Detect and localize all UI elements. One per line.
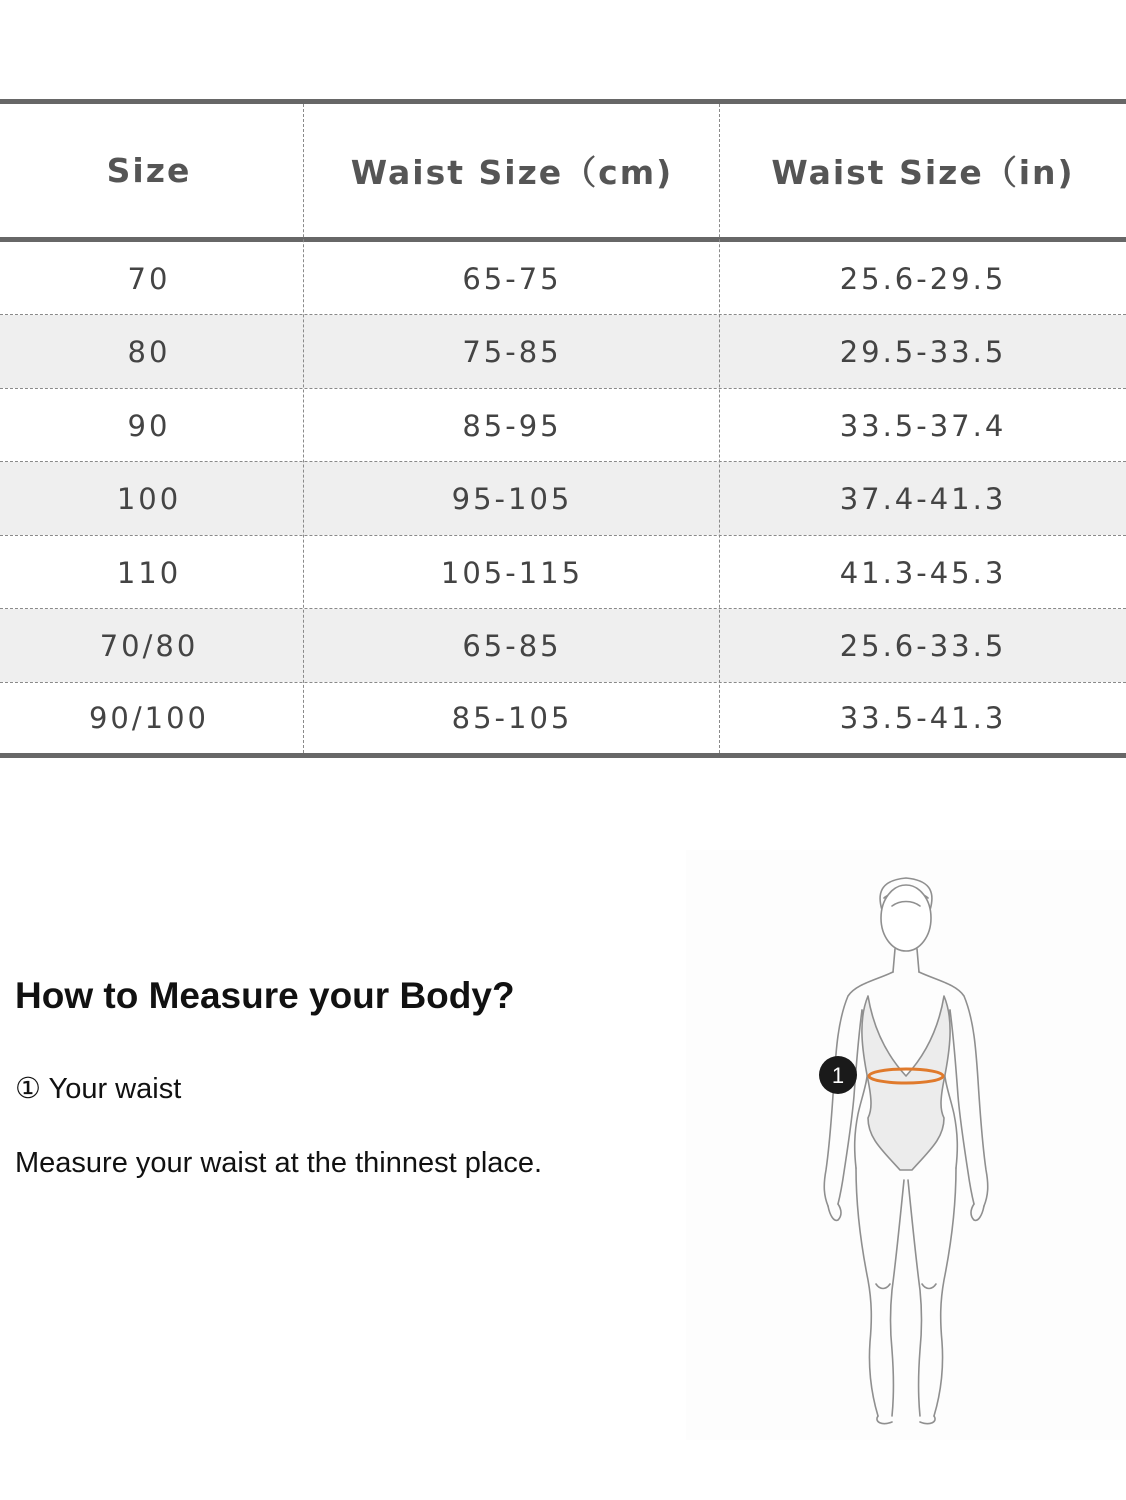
size-cell: 100 <box>116 481 182 516</box>
waist-in-cell: 25.6-33.5 <box>839 628 1007 663</box>
header-waist-in: Waist Size（in) <box>771 153 1075 192</box>
size-cell: 110 <box>116 555 182 590</box>
table-row <box>0 315 1126 388</box>
waist-cm-cell: 65-75 <box>462 261 562 296</box>
body-figure-illustration <box>686 850 1126 1440</box>
table-row <box>0 536 1126 609</box>
column-divider <box>303 104 304 753</box>
header-size: Size <box>106 151 192 190</box>
row-divider <box>0 535 1126 536</box>
waist-cm-cell: 95-105 <box>451 481 573 516</box>
waist-cm-cell: 105-115 <box>440 555 584 590</box>
waist-in-cell: 33.5-37.4 <box>839 408 1007 443</box>
table-row <box>0 609 1126 682</box>
guide-description: Measure your waist at the thinnest place. <box>15 1147 543 1179</box>
waist-in-cell: 33.5-41.3 <box>839 701 1007 735</box>
size-cell: 80 <box>127 334 171 369</box>
body-figure-svg <box>686 850 1126 1440</box>
size-cell: 70 <box>127 261 171 296</box>
row-divider <box>0 608 1126 609</box>
header-waist-cm: Waist Size（cm) <box>350 153 674 192</box>
step-number-label: 1 <box>831 1063 845 1088</box>
guide-heading: How to Measure your Body? <box>15 975 515 1016</box>
waist-cm-cell: 75-85 <box>462 334 562 369</box>
row-divider <box>0 682 1126 683</box>
guide-step-waist: ① Your waist <box>15 1073 182 1105</box>
waist-cm-cell: 85-105 <box>451 701 573 735</box>
row-divider <box>0 314 1126 315</box>
table-row <box>0 242 1126 315</box>
waist-in-cell: 41.3-45.3 <box>839 555 1007 590</box>
waist-in-cell: 37.4-41.3 <box>839 481 1007 516</box>
table-bottom-rule <box>0 753 1126 758</box>
row-divider <box>0 388 1126 389</box>
table-row <box>0 462 1126 535</box>
waist-in-cell: 25.6-29.5 <box>839 261 1007 296</box>
size-cell: 90/100 <box>88 701 210 735</box>
size-cell: 70/80 <box>99 628 199 663</box>
row-divider <box>0 461 1126 462</box>
table-row <box>0 683 1126 753</box>
waist-cm-cell: 65-85 <box>462 628 562 663</box>
column-divider <box>719 104 720 753</box>
waist-cm-cell: 85-95 <box>462 408 562 443</box>
table-row <box>0 389 1126 462</box>
size-cell: 90 <box>127 408 171 443</box>
waist-in-cell: 29.5-33.5 <box>839 334 1007 369</box>
